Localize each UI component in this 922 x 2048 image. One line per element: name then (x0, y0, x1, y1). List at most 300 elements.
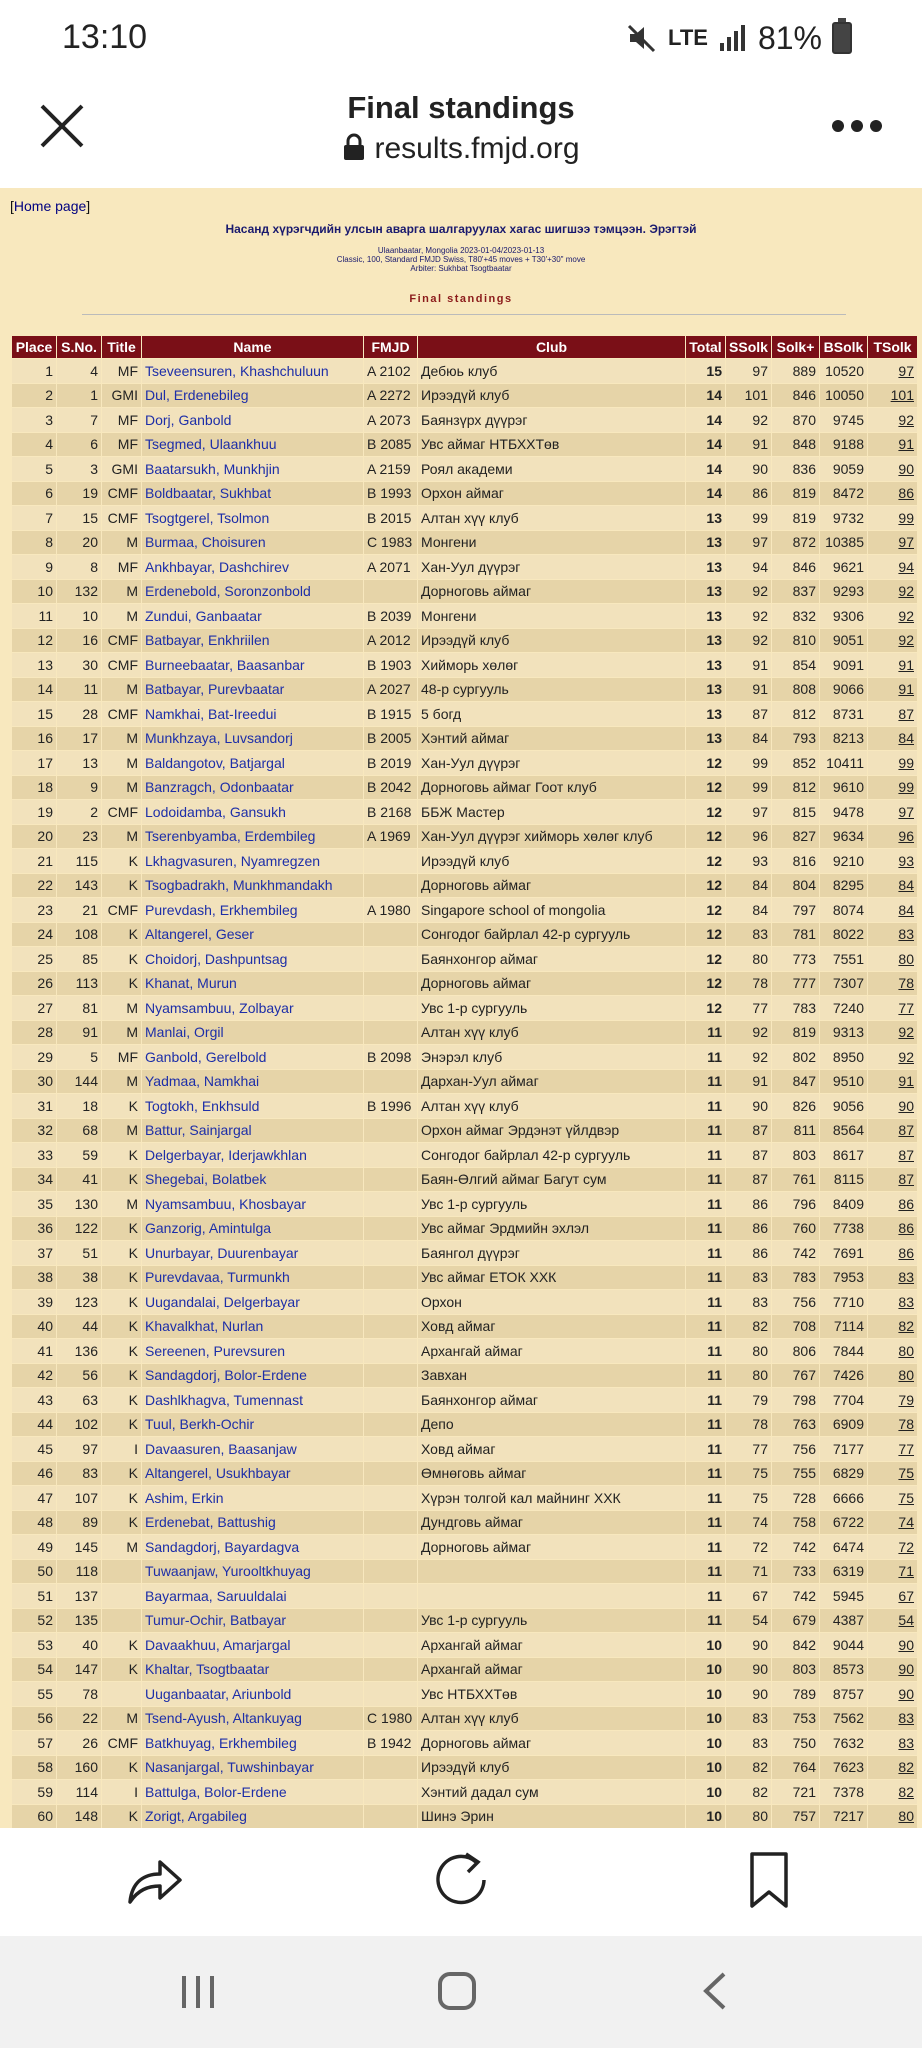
cell-name[interactable]: Battulga, Bolor-Erdene (142, 1780, 364, 1805)
cell-ssolk: 94 (726, 555, 772, 580)
cell-name[interactable]: Dorj, Ganbold (142, 408, 364, 433)
cell-ssolk: 91 (726, 1069, 772, 1094)
cell-title: I (102, 1780, 142, 1805)
cell-name[interactable]: Baatarsukh, Munkhjin (142, 457, 364, 482)
cell-name[interactable]: Nasanjargal, Tuwshinbayar (142, 1755, 364, 1780)
cell-sno: 122 (57, 1216, 102, 1241)
cell-place: 2 (12, 383, 57, 408)
cell-bsolk: 8213 (820, 726, 868, 751)
cell-name[interactable]: Boldbaatar, Sukhbat (142, 481, 364, 506)
cell-ssolk: 72 (726, 1535, 772, 1560)
cell-ssolk: 80 (726, 1363, 772, 1388)
cell-name[interactable]: Uuganbaatar, Ariunbold (142, 1682, 364, 1707)
cell-fmjd: A 1980 (364, 898, 418, 923)
cell-name[interactable]: Bayarmaa, Saruuldalai (142, 1584, 364, 1609)
cell-bsolk: 7217 (820, 1804, 868, 1828)
cell-name[interactable]: Erdenebold, Soronzonbold (142, 579, 364, 604)
cell-tsolk: 97 (868, 800, 918, 825)
cell-place: 31 (12, 1094, 57, 1119)
cell-fmjd (364, 1657, 418, 1682)
back-icon[interactable] (700, 1970, 730, 2012)
cell-total: 11 (686, 1339, 726, 1364)
cell-tsolk: 80 (868, 947, 918, 972)
cell-name[interactable]: Tuwaanjaw, Yurooltkhuyag (142, 1559, 364, 1584)
cell-name[interactable]: Purevdash, Erkhembileg (142, 898, 364, 923)
cell-name[interactable]: Namkhai, Bat-Ireedui (142, 702, 364, 727)
table-row (12, 555, 918, 580)
cell-fmjd (364, 579, 418, 604)
cell-fmjd (364, 1118, 418, 1143)
cell-place: 10 (12, 579, 57, 604)
reload-icon[interactable] (432, 1850, 490, 1908)
cell-name[interactable]: Shegebai, Bolatbek (142, 1167, 364, 1192)
cell-club: Алтан хүү клуб (418, 1020, 686, 1045)
cell-title: K (102, 873, 142, 898)
cell-ssolk: 90 (726, 1094, 772, 1119)
table-row (12, 1437, 918, 1462)
cell-name[interactable]: Purevdavaa, Turmunkh (142, 1265, 364, 1290)
cell-total: 11 (686, 1290, 726, 1315)
cell-fmjd (364, 1437, 418, 1462)
cell-tsolk: 93 (868, 849, 918, 874)
cell-place: 49 (12, 1535, 57, 1560)
cell-fmjd: C 1980 (364, 1706, 418, 1731)
cell-bsolk: 8074 (820, 898, 868, 923)
cell-club: ББЖ Мастер (418, 800, 686, 825)
cell-name[interactable]: Sereenen, Purevsuren (142, 1339, 364, 1364)
header-place: Place (12, 336, 57, 359)
cell-name[interactable]: Uugandalai, Delgerbayar (142, 1290, 364, 1315)
cell-total: 14 (686, 481, 726, 506)
cell-title: MF (102, 408, 142, 433)
cell-sno: 81 (57, 996, 102, 1021)
cell-place: 7 (12, 506, 57, 531)
table-row (12, 702, 918, 727)
cell-fmjd (364, 1167, 418, 1192)
cell-tsolk: 101 (868, 383, 918, 408)
table-row (12, 359, 918, 384)
cell-name[interactable]: Batbayar, Enkhriilen (142, 628, 364, 653)
cell-club: Сонгодог байрлал 42-р сургууль (418, 1143, 686, 1168)
cell-tsolk: 86 (868, 1216, 918, 1241)
cell-total: 11 (686, 1045, 726, 1070)
cell-sno: 7 (57, 408, 102, 433)
cell-fmjd: A 1969 (364, 824, 418, 849)
cell-ssolk: 83 (726, 1706, 772, 1731)
cell-sno: 3 (57, 457, 102, 482)
header-tsolk: TSolk (868, 336, 918, 359)
cell-bsolk: 8115 (820, 1167, 868, 1192)
cell-title: MF (102, 555, 142, 580)
cell-name[interactable]: Batbayar, Purevbaatar (142, 677, 364, 702)
cell-name[interactable]: Tsegmed, Ulaankhuu (142, 432, 364, 457)
cell-total: 10 (686, 1780, 726, 1805)
cell-bsolk: 9056 (820, 1094, 868, 1119)
cell-bsolk: 6474 (820, 1535, 868, 1560)
cell-solk-plus: 832 (772, 604, 820, 629)
cell-bsolk: 7426 (820, 1363, 868, 1388)
cell-solk-plus: 728 (772, 1486, 820, 1511)
cell-sno: 21 (57, 898, 102, 923)
cell-club: Ирээдүй клуб (418, 849, 686, 874)
cell-sno: 51 (57, 1241, 102, 1266)
cell-ssolk: 92 (726, 628, 772, 653)
cell-club: Архангай аймаг (418, 1657, 686, 1682)
table-row (12, 1314, 918, 1339)
cell-sno: 2 (57, 800, 102, 825)
cell-name[interactable]: Lkhagvasuren, Nyamregzen (142, 849, 364, 874)
cell-solk-plus: 796 (772, 1192, 820, 1217)
cell-place: 53 (12, 1633, 57, 1658)
cell-place: 36 (12, 1216, 57, 1241)
table-row (12, 628, 918, 653)
cell-club: Архангай аймаг (418, 1339, 686, 1364)
cell-ssolk: 97 (726, 359, 772, 384)
table-row (12, 1731, 918, 1756)
cell-title: CMF (102, 898, 142, 923)
cell-fmjd: B 1942 (364, 1731, 418, 1756)
cell-title: MF (102, 359, 142, 384)
cell-fmjd: B 2015 (364, 506, 418, 531)
cell-fmjd: A 2272 (364, 383, 418, 408)
cell-tsolk: 91 (868, 432, 918, 457)
cell-name[interactable]: Battur, Sainjargal (142, 1118, 364, 1143)
table-row (12, 1608, 918, 1633)
cell-total: 11 (686, 1486, 726, 1511)
cell-total: 13 (686, 579, 726, 604)
cell-solk-plus: 812 (772, 702, 820, 727)
cell-solk-plus: 750 (772, 1731, 820, 1756)
share-icon[interactable] (124, 1852, 184, 1908)
cell-total: 12 (686, 922, 726, 947)
cell-total: 14 (686, 383, 726, 408)
cell-place: 33 (12, 1143, 57, 1168)
cell-ssolk: 83 (726, 1265, 772, 1290)
cell-club: Дорноговь аймаг (418, 1731, 686, 1756)
cell-bsolk: 9634 (820, 824, 868, 849)
cell-club: Увс 1-р сургууль (418, 996, 686, 1021)
cell-title: M (102, 1535, 142, 1560)
url-display[interactable] (0, 132, 922, 166)
cell-name[interactable]: Tserenbyamba, Erdembileg (142, 824, 364, 849)
cell-tsolk: 80 (868, 1363, 918, 1388)
cell-fmjd (364, 971, 418, 996)
cell-ssolk: 83 (726, 922, 772, 947)
cell-name[interactable]: Lodoidamba, Gansukh (142, 800, 364, 825)
cell-name[interactable]: Khanat, Murun (142, 971, 364, 996)
cell-name[interactable]: Tumur-Ochir, Batbayar (142, 1608, 364, 1633)
cell-total: 10 (686, 1633, 726, 1658)
cell-place: 21 (12, 849, 57, 874)
cell-place: 55 (12, 1682, 57, 1707)
table-row (12, 1388, 918, 1413)
cell-sno: 78 (57, 1682, 102, 1707)
cell-solk-plus: 808 (772, 677, 820, 702)
cell-place: 26 (12, 971, 57, 996)
cell-ssolk: 80 (726, 947, 772, 972)
cell-name[interactable]: Baldangotov, Batjargal (142, 751, 364, 776)
recents-icon[interactable] (178, 1972, 218, 2012)
lte-icon: LTE (668, 25, 708, 50)
cell-club: 5 богд (418, 702, 686, 727)
cell-fmjd: A 2073 (364, 408, 418, 433)
cell-tsolk: 86 (868, 481, 918, 506)
cell-title: M (102, 775, 142, 800)
cell-name[interactable]: Unurbayar, Duurenbayar (142, 1241, 364, 1266)
cell-fmjd: B 2168 (364, 800, 418, 825)
cell-name[interactable]: Erdenebat, Battushig (142, 1510, 364, 1535)
cell-title: M (102, 751, 142, 776)
cell-club: Монгени (418, 530, 686, 555)
cell-ssolk: 99 (726, 506, 772, 531)
cell-bsolk: 9732 (820, 506, 868, 531)
cell-ssolk: 101 (726, 383, 772, 408)
cell-club: Дорноговь аймаг (418, 1535, 686, 1560)
cell-solk-plus: 802 (772, 1045, 820, 1070)
cell-bsolk: 9210 (820, 849, 868, 874)
table-row (12, 1118, 918, 1143)
cell-ssolk: 87 (726, 1143, 772, 1168)
cell-name[interactable]: Tuul, Berkh-Ochir (142, 1412, 364, 1437)
cell-name[interactable]: Altangerel, Geser (142, 922, 364, 947)
cell-club: Баянгол дүүрэг (418, 1241, 686, 1266)
cell-place: 58 (12, 1755, 57, 1780)
cell-solk-plus: 783 (772, 1265, 820, 1290)
cell-name[interactable]: Yadmaa, Namkhai (142, 1069, 364, 1094)
location-dates: Ulaanbaatar, Mongolia 2023-01-04/2023-01-13 (377, 246, 545, 255)
cell-tsolk: 90 (868, 1682, 918, 1707)
cell-sno: 108 (57, 922, 102, 947)
cell-place: 57 (12, 1731, 57, 1756)
cell-ssolk: 80 (726, 1804, 772, 1828)
cell-title: MF (102, 1045, 142, 1070)
cell-total: 14 (686, 457, 726, 482)
more-options-icon[interactable] (830, 118, 884, 134)
cell-total: 13 (686, 628, 726, 653)
cell-name[interactable]: Delgerbayar, Iderjawkhlan (142, 1143, 364, 1168)
cell-name[interactable]: Ganbold, Gerelbold (142, 1045, 364, 1070)
cell-club: Дебюь клуб (418, 359, 686, 384)
cell-name[interactable]: Khaltar, Tsogtbaatar (142, 1657, 364, 1682)
cell-fmjd: B 1996 (364, 1094, 418, 1119)
cell-name[interactable]: Burneebaatar, Baasanbar (142, 653, 364, 678)
cell-bsolk: 10411 (820, 751, 868, 776)
home-page-link[interactable]: [Home page] (10, 198, 91, 214)
cell-sno: 5 (57, 1045, 102, 1070)
cell-name[interactable]: Banzragch, Odonbaatar (142, 775, 364, 800)
cell-name[interactable]: Batkhuyag, Erkhembileg (142, 1731, 364, 1756)
cell-name[interactable]: Choidorj, Dashpuntsag (142, 947, 364, 972)
home-icon[interactable] (436, 1970, 478, 2012)
cell-title: K (102, 1657, 142, 1682)
cell-solk-plus: 815 (772, 800, 820, 825)
cell-ssolk: 82 (726, 1314, 772, 1339)
cell-title: K (102, 1461, 142, 1486)
cell-fmjd (364, 1314, 418, 1339)
cell-title: K (102, 1388, 142, 1413)
cell-place: 46 (12, 1461, 57, 1486)
cell-solk-plus: 847 (772, 1069, 820, 1094)
cell-name[interactable]: Sandagdorj, Bayardagva (142, 1535, 364, 1560)
cell-bsolk: 7562 (820, 1706, 868, 1731)
cell-solk-plus: 889 (772, 359, 820, 384)
cell-solk-plus: 837 (772, 579, 820, 604)
table-row (12, 1094, 918, 1119)
cell-club: Дорноговь аймаг (418, 873, 686, 898)
cell-name[interactable]: Manlai, Orgil (142, 1020, 364, 1045)
cell-name[interactable]: Togtokh, Enkhsuld (142, 1094, 364, 1119)
cell-name[interactable]: Tseveensuren, Khashchuluun (142, 359, 364, 384)
cell-name[interactable]: Nyamsambuu, Zolbayar (142, 996, 364, 1021)
cell-tsolk: 77 (868, 1437, 918, 1462)
cell-total: 11 (686, 1167, 726, 1192)
cell-name[interactable]: Dul, Erdenebileg (142, 383, 364, 408)
cell-solk-plus: 842 (772, 1633, 820, 1658)
cell-total: 11 (686, 1559, 726, 1584)
cell-fmjd (364, 947, 418, 972)
cell-tsolk: 75 (868, 1486, 918, 1511)
cell-bsolk: 7704 (820, 1388, 868, 1413)
cell-title: MF (102, 432, 142, 457)
cell-club: Singapore school of mongolia (418, 898, 686, 923)
cell-sno: 130 (57, 1192, 102, 1217)
cell-title: K (102, 1241, 142, 1266)
cell-tsolk: 87 (868, 1167, 918, 1192)
cell-ssolk: 78 (726, 971, 772, 996)
cell-name[interactable]: Ganzorig, Amintulga (142, 1216, 364, 1241)
cell-place: 54 (12, 1657, 57, 1682)
cell-total: 12 (686, 996, 726, 1021)
table-row (12, 604, 918, 629)
table-row (12, 775, 918, 800)
cell-name[interactable]: Dashlkhagva, Tumennast (142, 1388, 364, 1413)
table-row (12, 726, 918, 751)
table-row (12, 1633, 918, 1658)
cell-sno: 114 (57, 1780, 102, 1805)
cell-ssolk: 99 (726, 775, 772, 800)
header-club: Club (418, 336, 686, 359)
cell-name[interactable]: Zundui, Ganbaatar (142, 604, 364, 629)
cell-tsolk: 84 (868, 898, 918, 923)
final-standings-heading: Final standings (409, 293, 513, 305)
table-row (12, 1020, 918, 1045)
cell-bsolk: 4387 (820, 1608, 868, 1633)
bookmark-icon[interactable] (744, 1850, 794, 1910)
cell-club: Сонгодог байрлал 42-р сургууль (418, 922, 686, 947)
cell-sno: 118 (57, 1559, 102, 1584)
table-row (12, 1241, 918, 1266)
cell-tsolk: 92 (868, 604, 918, 629)
table-row (12, 1363, 918, 1388)
cell-solk-plus: 679 (772, 1608, 820, 1633)
cell-club: Орхон аймаг Эрдэнэт үйлдвэр (418, 1118, 686, 1143)
home-page-link-label[interactable]: Home page (13, 198, 87, 214)
cell-ssolk: 92 (726, 604, 772, 629)
cell-place: 51 (12, 1584, 57, 1609)
cell-tsolk: 91 (868, 677, 918, 702)
battery-icon (832, 22, 852, 54)
cell-sno: 10 (57, 604, 102, 629)
cell-ssolk: 87 (726, 1118, 772, 1143)
cell-name[interactable]: Khavalkhat, Nurlan (142, 1314, 364, 1339)
cell-name[interactable]: Sandagdorj, Bolor-Erdene (142, 1363, 364, 1388)
table-row (12, 849, 918, 874)
cell-bsolk: 7114 (820, 1314, 868, 1339)
cell-tsolk: 90 (868, 1094, 918, 1119)
cell-solk-plus: 798 (772, 1388, 820, 1413)
cell-ssolk: 67 (726, 1584, 772, 1609)
cell-bsolk: 7551 (820, 947, 868, 972)
cell-place: 14 (12, 677, 57, 702)
table-row (12, 1265, 918, 1290)
cell-solk-plus: 753 (772, 1706, 820, 1731)
cell-solk-plus: 742 (772, 1535, 820, 1560)
cell-name[interactable]: Tsogtgerel, Tsolmon (142, 506, 364, 531)
cell-name[interactable]: Davaasuren, Baasanjaw (142, 1437, 364, 1462)
cell-total: 10 (686, 1804, 726, 1828)
cell-place: 56 (12, 1706, 57, 1731)
browser-title-bar (0, 78, 922, 188)
cell-name[interactable]: Tsend-Ayush, Altankuyag (142, 1706, 364, 1731)
cell-name[interactable]: Ankhbayar, Dashchirev (142, 555, 364, 580)
cell-club: Увс 1-р сургууль (418, 1608, 686, 1633)
cell-sno: 135 (57, 1608, 102, 1633)
cell-fmjd (364, 1780, 418, 1805)
cell-place: 1 (12, 359, 57, 384)
cell-total: 11 (686, 1363, 726, 1388)
cell-tsolk: 90 (868, 457, 918, 482)
cell-total: 11 (686, 1412, 726, 1437)
cell-club: Дорноговь аймаг (418, 971, 686, 996)
cell-total: 13 (686, 726, 726, 751)
cell-place: 11 (12, 604, 57, 629)
cell-club: Өмнөговь аймаг (418, 1461, 686, 1486)
signal-icon (718, 23, 748, 53)
cell-name[interactable]: Altangerel, Usukhbayar (142, 1461, 364, 1486)
cell-solk-plus: 811 (772, 1118, 820, 1143)
cell-name[interactable]: Ashim, Erkin (142, 1486, 364, 1511)
cell-tsolk: 72 (868, 1535, 918, 1560)
cell-fmjd: C 1983 (364, 530, 418, 555)
cell-solk-plus: 819 (772, 481, 820, 506)
header-total: Total (686, 336, 726, 359)
table-row (12, 898, 918, 923)
cell-fmjd: A 2027 (364, 677, 418, 702)
cell-name[interactable]: Davaakhuu, Amarjargal (142, 1633, 364, 1658)
cell-title: K (102, 1143, 142, 1168)
cell-solk-plus: 767 (772, 1363, 820, 1388)
cell-bsolk: 9478 (820, 800, 868, 825)
cell-place: 32 (12, 1118, 57, 1143)
cell-bsolk: 8022 (820, 922, 868, 947)
cell-name[interactable]: Tsogbadrakh, Munkhmandakh (142, 873, 364, 898)
cell-sno: 11 (57, 677, 102, 702)
cell-solk-plus: 848 (772, 432, 820, 457)
cell-tsolk: 96 (868, 824, 918, 849)
cell-fmjd: B 2042 (364, 775, 418, 800)
cell-solk-plus: 757 (772, 1804, 820, 1828)
cell-club: Увс аймаг НТБХХТөв (418, 432, 686, 457)
cell-name[interactable]: Nyamsambuu, Khosbayar (142, 1192, 364, 1217)
cell-name[interactable]: Zorigt, Argabileg (142, 1804, 364, 1828)
status-icons (626, 18, 852, 58)
cell-name[interactable]: Burmaa, Choisuren (142, 530, 364, 555)
cell-solk-plus: 742 (772, 1241, 820, 1266)
cell-name[interactable]: Munkhzaya, Luvsandorj (142, 726, 364, 751)
cell-ssolk: 92 (726, 408, 772, 433)
cell-tsolk: 90 (868, 1633, 918, 1658)
cell-solk-plus: 789 (772, 1682, 820, 1707)
